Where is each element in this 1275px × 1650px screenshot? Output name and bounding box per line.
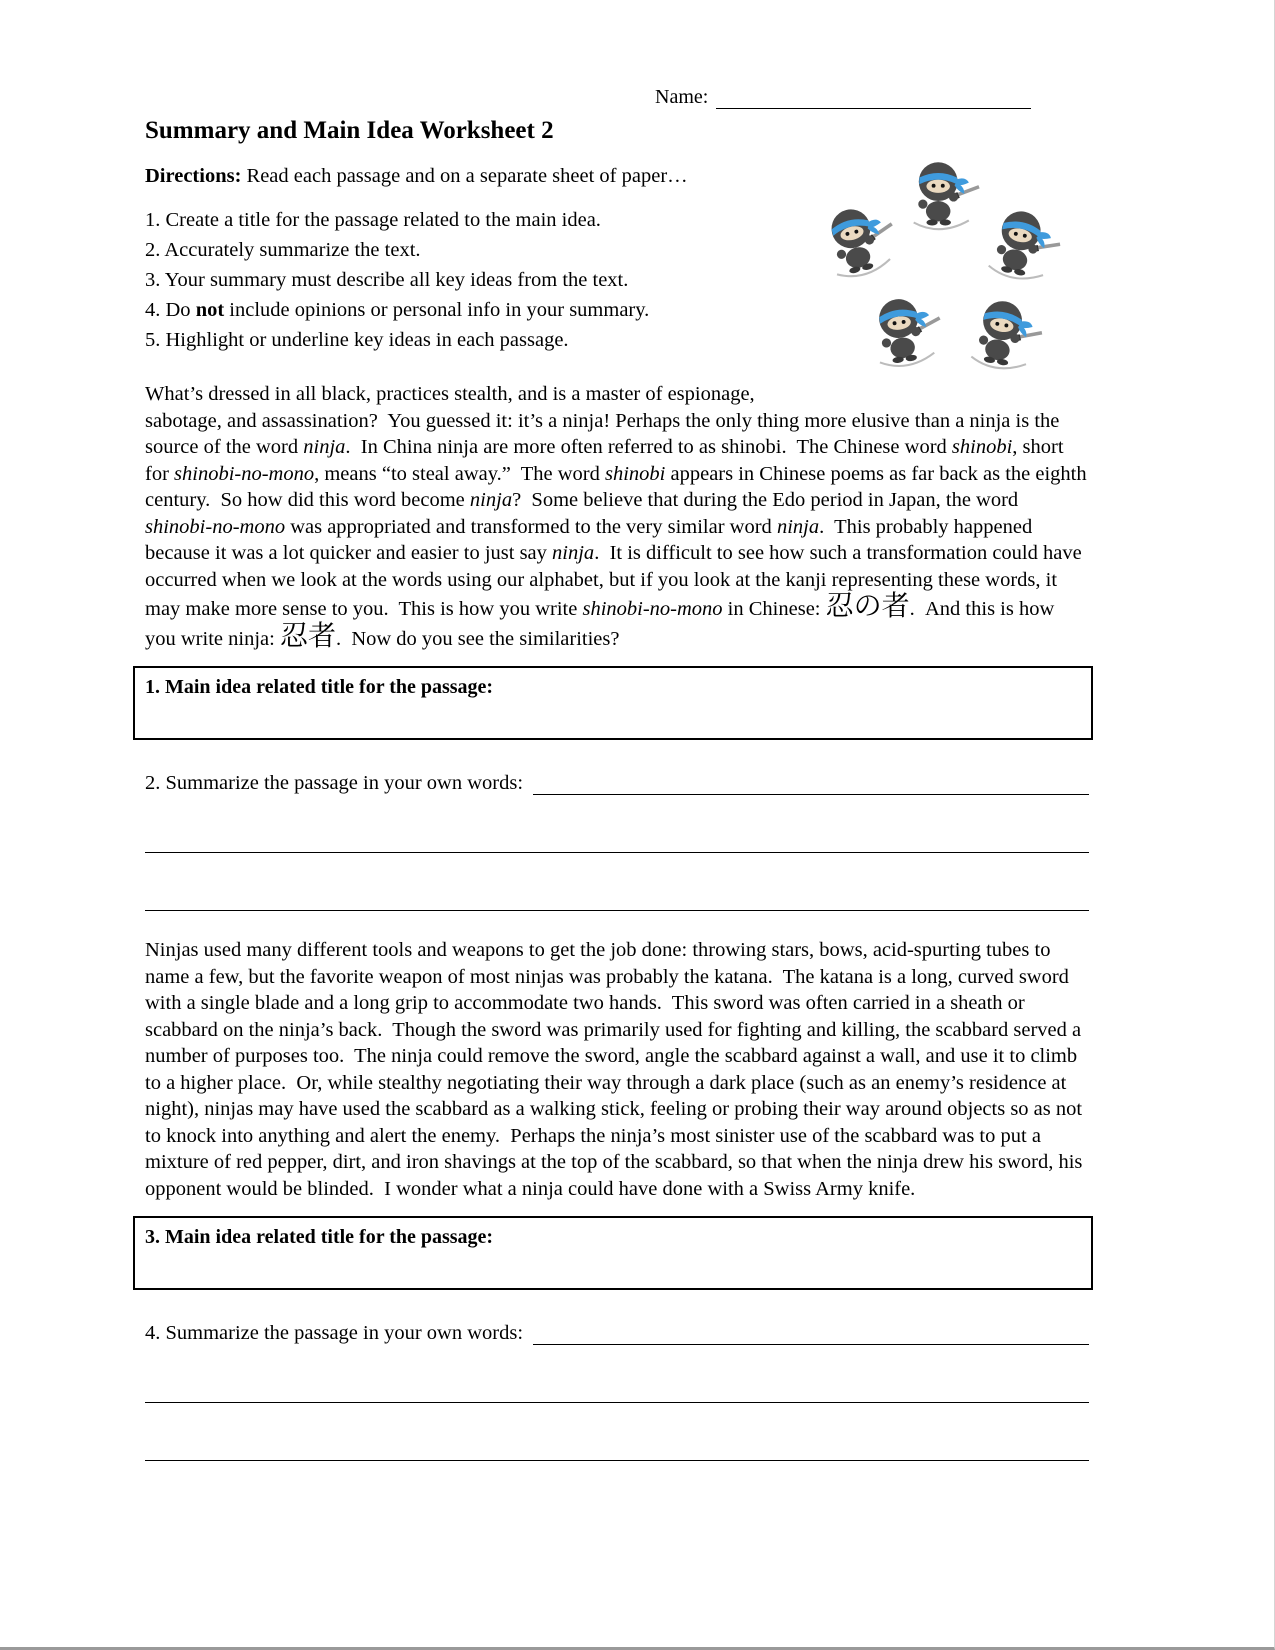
- summarize-blank-line-2[interactable]: [533, 775, 1089, 795]
- summarize-label-2: 2. Summarize the passage in your own words:: [145, 772, 524, 794]
- title-box-label-1: 1. Main idea related title for the passage:: [145, 676, 494, 698]
- passage-1: What’s dressed in all black, practices stealth, and is a master of espionage, sabotage, and assassination? You guessed it: it’s a ninja! Perhaps the only thing more elusive than a ninja is the source of the word ninja. In China ninja are more often referred to as shinobi. The Chinese word shinobi, short for shinobi-no-mono, means “to steal away.” The word shinobi appears in Chinese poems as far back as the eighth century. So how did this word become ninja? Some believe that during the Edo period in Japan, the word shinobi-no-mono was appropriated and transformed to the very similar word ninja. This probably happened because it was a lot quicker and easier to just say ninja. It is difficult to see how such a transformation could have occurred when we look at the words using our alphabet, but if you look at the kanji representing these words, it may make more sense to you. This is how you write shinobi-no-mono in Chinese: 忍の者. And this is how you write ninja: 忍者. Now do you see the similarities?: [145, 383, 1092, 652]
- name-row: [655, 85, 1089, 109]
- instruction-item-2: 2. Accurately summarize the text.: [145, 239, 421, 261]
- summarize-question-2: [145, 772, 1089, 795]
- summarize-question-4: [145, 1322, 1089, 1345]
- ninja-illustration: [817, 151, 1089, 391]
- summarize-blank-line-4[interactable]: [533, 1325, 1089, 1345]
- instruction-item-3: 3. Your summary must describe all key ideas from the text.: [145, 269, 629, 291]
- write-line[interactable]: [145, 910, 1089, 911]
- directions-text: Read each passage and on a separate sheet of paper…: [241, 165, 688, 187]
- title-answer-box-3[interactable]: [133, 1216, 1093, 1290]
- ninja-illustration-svg: [817, 151, 1089, 391]
- passage-2: Ninjas used many different tools and weapons to get the job done: throwing stars, bows, acid-spurting tubes to name a few, but the favorite weapon of most ninjas was probably the katana. The katana is a long, curved sword with a single blade and a long grip to accommodate two hands. This sword was often carried in a sheath or scabbard on the ninja’s back. Though the sword was primarily used for fighting and killing, the scabbard served a number of purposes too. The ninja could remove the sword, angle the scabbard against a wall, and use it to climb to a higher place. Or, while stealthy negotiating their way through a dark place (such as an enemy’s residence at night), ninjas may have used the scabbard as a walking stick, feeling or probing their way around objects so as not to knock into anything and alert the enemy. Perhaps the ninja’s most sinister use of the scabbard was to put a mixture of red pepper, dirt, and iron shavings at the top of the scabbard, so that when the ninja drew his sword, his opponent would be blinded. I wonder what a ninja could have done with a Swiss Army knife.: [145, 939, 1088, 1200]
- write-line[interactable]: [145, 1460, 1089, 1461]
- title-box-label-3: 3. Main idea related title for the passage:: [145, 1226, 494, 1248]
- write-line[interactable]: [145, 1402, 1089, 1403]
- summarize-label-4: 4. Summarize the passage in your own words:: [145, 1322, 524, 1344]
- instruction-item-5: 5. Highlight or underline key ideas in each passage.: [145, 329, 569, 351]
- name-label: Name:: [655, 86, 709, 108]
- title-answer-box-1[interactable]: [133, 666, 1093, 740]
- instruction-item-4: 4. Do not include opinions or personal info in your summary.: [145, 299, 650, 321]
- directions-label: Directions:: [145, 165, 242, 187]
- write-line[interactable]: [145, 852, 1089, 853]
- page-title: Summary and Main Idea Worksheet 2: [145, 117, 554, 144]
- name-blank-line[interactable]: [716, 89, 1031, 109]
- instruction-item-1: 1. Create a title for the passage related to the main idea.: [145, 209, 601, 231]
